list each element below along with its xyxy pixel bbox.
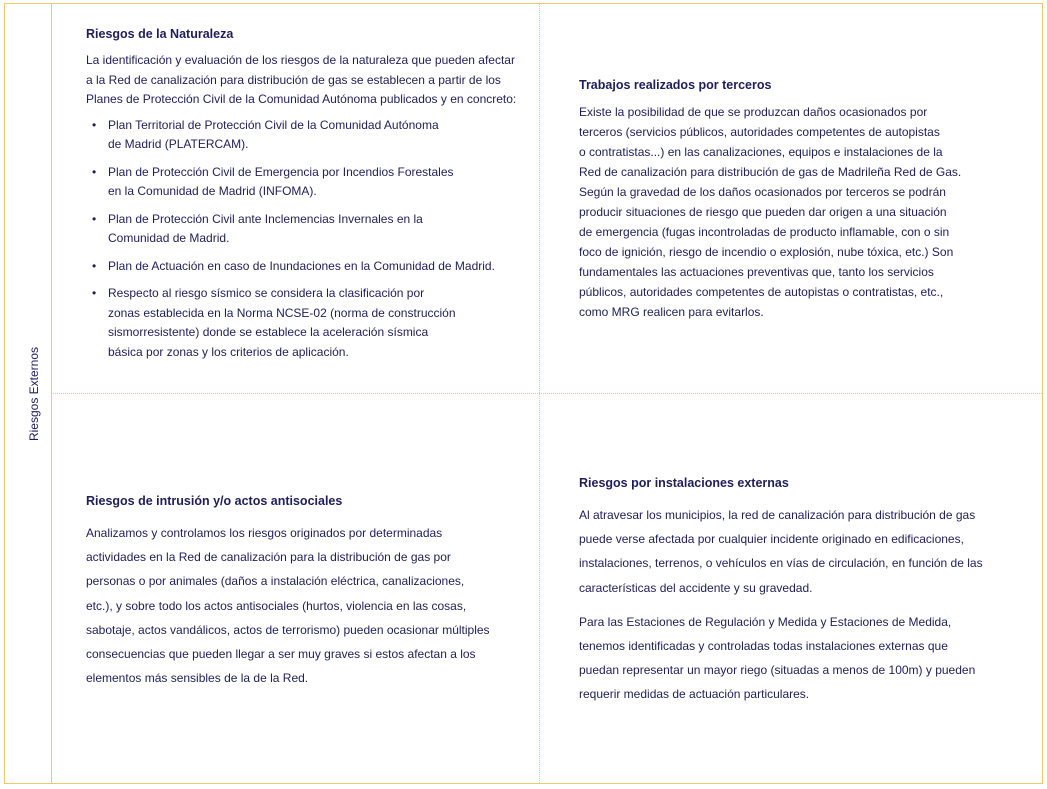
naturaleza-title: Riesgos de la Naturaleza <box>86 27 234 41</box>
terceros-text: Existe la posibilidad de que se produzcan daños ocasionados por terceros (servicios públicos, autoridades competentes de autopistas o contratistas...) en las canalizaciones, equipos e instalaciones de la Red de canalización para distribución de gas de Madrileña Red de Gas. Según la gravedad de los daños ocasionados por terceros se podrán producir situaciones de riesgo que pueden dar origen a una situación de emergencia (fugas incontroladas de producto inflamable, con o sin foco de ignición, riesgo de incendio o explosión, nube tóxica, etc.) Son fundamentales las actuaciones preventivas que, tanto los servicios públicos, autoridades competentes de autopistas o contratistas, etc., como MRG realicen para evitarlos. <box>579 105 962 319</box>
list-item: • Respecto al riesgo sísmico se considera la clasificación por zonas establecida en la Norma NCSE-02 (norma de construcción sismorresistente) donde se establece la aceleración sísmica básica por zonas y los criterios de aplicación. <box>86 284 526 362</box>
externas-title: Riesgos por instalaciones externas <box>579 476 789 490</box>
externas-text-2: Para las Estaciones de Regulación y Medida y Estaciones de Medida, tenemos identificadas y controladas todas instalaciones externas que puedan representar un mayor riego (situadas a menos de 100m) y pueden requerir medidas de actuación particulares. <box>579 614 976 702</box>
list-item: • Plan de Actuación en caso de Inundaciones en la Comunidad de Madrid. <box>86 257 526 277</box>
list-item: • Plan de Protección Civil de Emergencia por Incendios Forestales en la Comunidad de Madrid (INFOMA). <box>86 163 526 202</box>
intrusion-section <box>86 492 526 690</box>
naturaleza-section <box>86 25 526 370</box>
externas-section <box>579 474 1019 707</box>
list-item: • Plan de Protección Civil ante Inclemencias Invernales en la Comunidad de Madrid. <box>86 210 526 249</box>
naturaleza-intro: La identificación y evaluación de los riesgos de la naturaleza que pueden afectar a la Red de canalización para distribución de gas se establecen a partir de los Planes de Protección Civil de la Comunidad Autónoma publicados y en concreto: <box>86 53 517 106</box>
externas-text-1: Al atravesar los municipios, la red de canalización para distribución de gas puede verse afectada por cualquier incidente originado en edificaciones, instalaciones, terrenos, o vehículos en vías de circulación, en función de las características del accidente y su gravedad. <box>579 508 983 595</box>
intrusion-title: Riesgos de intrusión y/o actos antisociales <box>86 494 343 508</box>
intrusion-text: Analizamos y controlamos los riesgos originados por determinadas actividades en la Red de canalización para la distribución de gas por personas o por animales (daños a instalación eléctrica, canalizaciones, etc.), y sobre todo los actos antisociales (hurtos, violencia en las cosas, sabotaje, actos vandálicos, actos de terrorismo) pueden ocasionar múltiples consecuencias que pueden llegar a ser muy graves si estos afectan a los elementos más sensibles de la de la Red. <box>86 526 490 686</box>
horizontal-divider <box>53 393 1042 394</box>
side-label: Riesgos Externos <box>27 346 41 442</box>
terceros-title: Trabajos realizados por terceros <box>579 78 772 92</box>
list-item: • Plan Territorial de Protección Civil de la Comunidad Autónoma de Madrid (PLATERCAM). <box>86 116 526 155</box>
terceros-section <box>579 76 1019 322</box>
naturaleza-list <box>86 116 526 363</box>
